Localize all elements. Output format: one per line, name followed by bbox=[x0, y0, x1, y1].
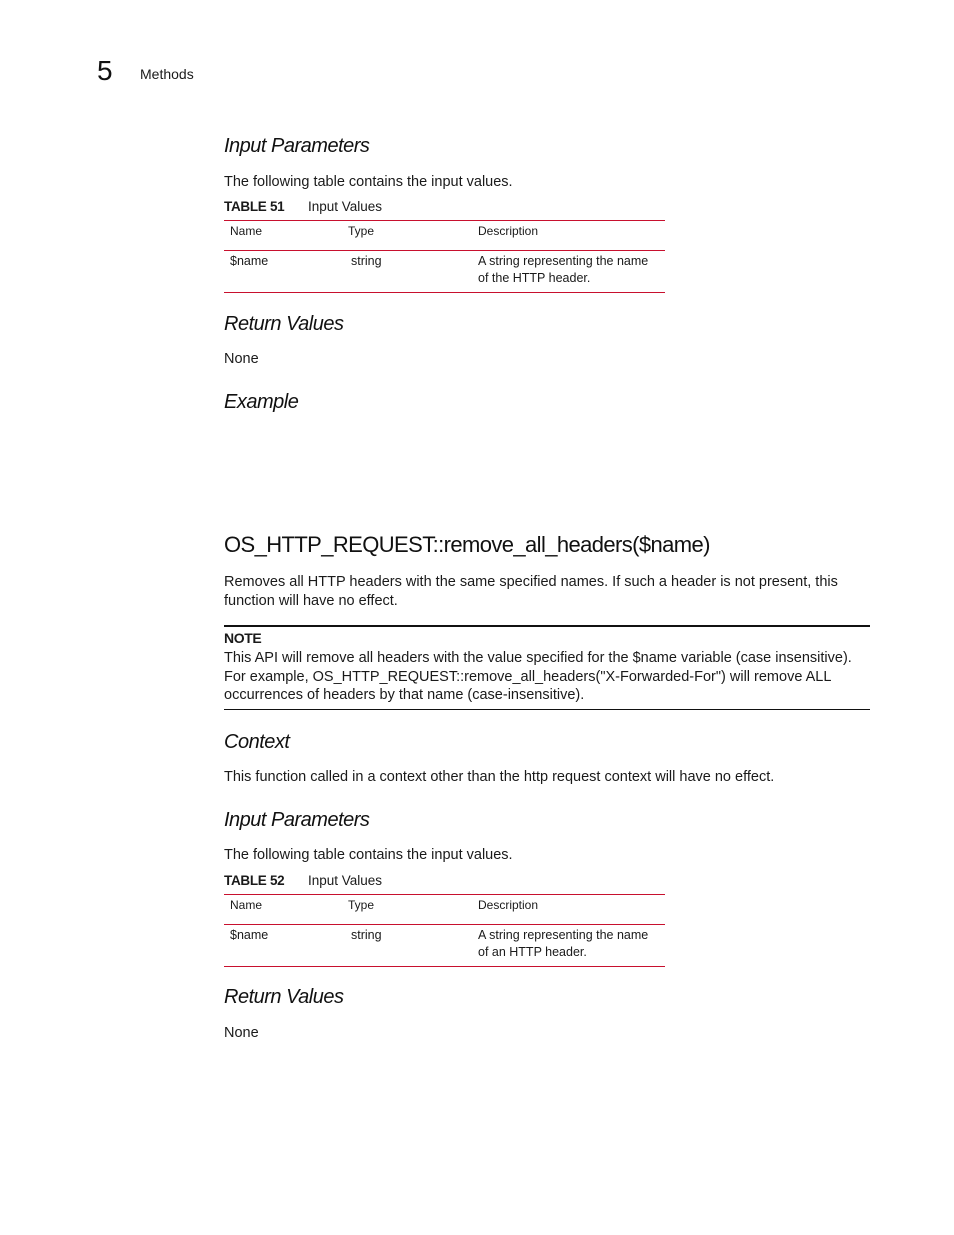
table-caption bbox=[224, 198, 665, 215]
table-title-2: Input Values bbox=[308, 873, 383, 888]
chapter-title: Methods bbox=[140, 66, 194, 82]
input-parameters-heading: Input Parameters bbox=[224, 135, 370, 157]
method-title: OS_HTTP_REQUEST::remove_all_headers($name) bbox=[224, 532, 710, 557]
cell-type: string bbox=[351, 254, 382, 268]
input-values-table-2 bbox=[224, 894, 665, 967]
table-row bbox=[224, 251, 665, 293]
note-text: This API will remove all headers with the value specified for the $name variable (case insensitive). For example, OS_HTTP_REQUEST::remove_all_headers("X-Forwarded-For") will remove ALL occurrences of headers by that name (case-insensitive). bbox=[224, 650, 852, 703]
input-parameters-heading-2: Input Parameters bbox=[224, 809, 370, 831]
table-intro-text-2: The following table contains the input values. bbox=[224, 847, 513, 863]
column-header-description: Description bbox=[478, 224, 539, 238]
example-heading: Example bbox=[224, 391, 299, 413]
return-values-heading-2: Return Values bbox=[224, 986, 344, 1008]
table-caption-2 bbox=[224, 872, 665, 889]
column-header-type: Type bbox=[348, 898, 375, 912]
table-header-row bbox=[224, 895, 665, 925]
table-label: TABLE 51 bbox=[224, 199, 285, 214]
method-description: Removes all HTTP headers with the same specified names. If such a header is not present, this function will have no effect. bbox=[224, 574, 838, 609]
cell-name: $name bbox=[230, 928, 269, 942]
input-values-table bbox=[224, 220, 665, 293]
context-text: This function called in a context other than the http request context will have no effect. bbox=[224, 769, 775, 785]
return-value-text: None bbox=[224, 351, 259, 367]
cell-description: A string representing the name of the HTTP header. bbox=[478, 254, 649, 285]
column-header-type: Type bbox=[348, 224, 375, 238]
note-label: NOTE bbox=[224, 630, 262, 646]
note-box bbox=[224, 625, 870, 710]
cell-name: $name bbox=[230, 254, 269, 268]
column-header-name: Name bbox=[230, 898, 263, 912]
return-values-heading: Return Values bbox=[224, 313, 344, 335]
table-title: Input Values bbox=[308, 199, 383, 214]
cell-description: A string representing the name of an HTTP header. bbox=[478, 928, 649, 959]
table-intro-text: The following table contains the input values. bbox=[224, 174, 513, 190]
context-heading: Context bbox=[224, 731, 290, 753]
column-header-name: Name bbox=[230, 224, 263, 238]
table-header-row bbox=[224, 221, 665, 251]
table-label-2: TABLE 52 bbox=[224, 873, 285, 888]
column-header-description: Description bbox=[478, 898, 539, 912]
chapter-number: 5 bbox=[97, 55, 113, 86]
return-value-text-2: None bbox=[224, 1025, 259, 1041]
cell-type: string bbox=[351, 928, 382, 942]
table-row bbox=[224, 925, 665, 967]
